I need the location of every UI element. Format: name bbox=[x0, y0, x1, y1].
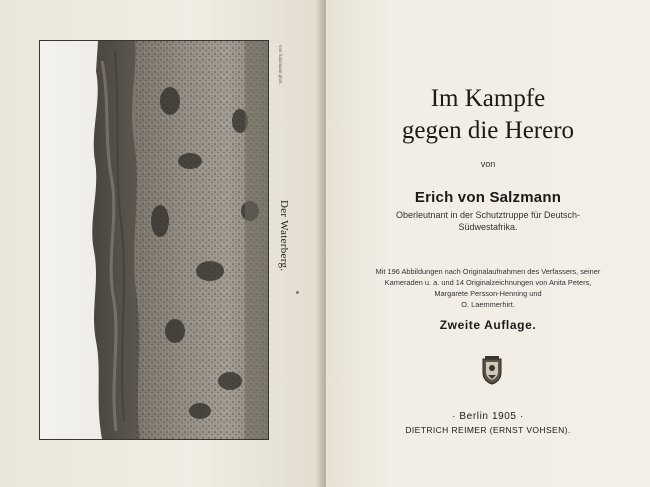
plate-caption: Der Waterberg. bbox=[278, 200, 290, 272]
book-title-line-1: Im Kampfe bbox=[430, 85, 546, 112]
illustrations-note-line-1: Mit 196 Abbildungen nach Originalaufnahmen des Verfassers, seiner bbox=[375, 267, 601, 276]
publisher-emblem-icon bbox=[481, 355, 503, 385]
page-mark bbox=[296, 291, 299, 294]
author-rank-line-2: Südwestafrika. bbox=[458, 222, 518, 232]
illustrations-note-line-3: Margarete Persson-Henning und bbox=[434, 289, 542, 298]
author-name: Erich von Salzmann bbox=[414, 189, 562, 206]
waterberg-photo bbox=[40, 41, 268, 439]
place-and-year: · Berlin 1905 · bbox=[452, 411, 524, 422]
publisher-name: DIETRICH REIMER (ERNST VOHSEN). bbox=[405, 425, 571, 435]
illustrations-note-line-2: Kameraden u. a. und 14 Originalzeichnungen von Anita Peters, bbox=[384, 278, 592, 287]
by-label: von bbox=[480, 159, 496, 169]
left-page bbox=[0, 0, 322, 487]
plate-credit: von Salzmann phot. bbox=[277, 45, 282, 85]
book-title-line-2: gegen die Herero bbox=[401, 117, 575, 144]
waterberg-photo-plate bbox=[39, 40, 269, 440]
edition-label: Zweite Auflage. bbox=[439, 318, 537, 332]
author-rank-line-1: Oberleutnant in der Schutztruppe für Deutsch- bbox=[395, 210, 581, 220]
title-page bbox=[326, 0, 650, 487]
illustrations-note-line-4: O. Laemmerhirt. bbox=[461, 300, 515, 309]
